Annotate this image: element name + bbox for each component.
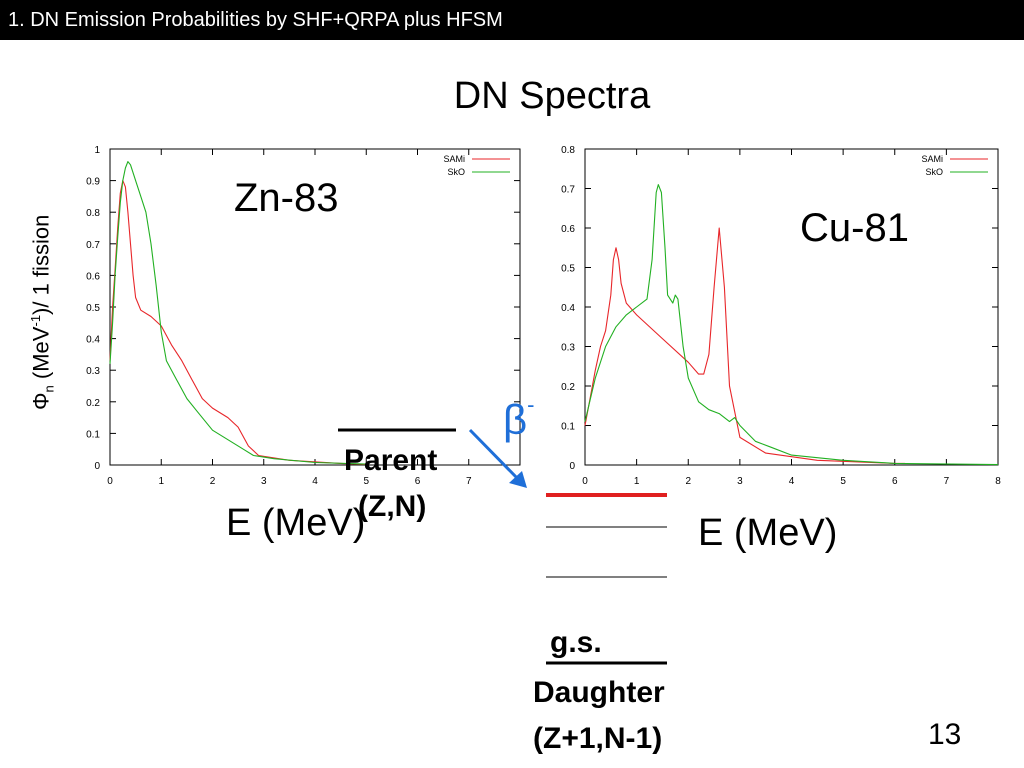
y-tick-label: 0.1 <box>561 421 575 433</box>
y-tick-label: 0 <box>569 461 575 472</box>
x-tick-label: 3 <box>260 476 267 487</box>
x-tick-label: 6 <box>891 476 898 487</box>
y-tick-label: 0.3 <box>86 366 100 378</box>
x-tick-label: 8 <box>995 476 1001 487</box>
y-tick-label: 0.5 <box>561 263 575 275</box>
x-tick-label: 7 <box>943 476 950 487</box>
x-tick-label: 5 <box>363 476 370 487</box>
y-tick-label: 0.5 <box>86 303 100 314</box>
parent-zn-label: (Z,N) <box>358 490 427 523</box>
legend-label: SAMi <box>921 154 943 164</box>
slide-heading: DN Spectra <box>453 75 651 117</box>
parent-label: Parent <box>344 444 438 477</box>
y-axis-label-mid: (MeV <box>28 326 54 386</box>
y-tick-label: 0.6 <box>86 271 100 283</box>
y-tick-label: 0.1 <box>86 429 100 441</box>
y-axis-label-sup: -1 <box>28 314 43 327</box>
y-tick-label: 0.3 <box>561 342 575 354</box>
y-tick-label: 0.9 <box>86 176 100 188</box>
plot-frame <box>585 149 998 465</box>
x-axis-label-right: E (MeV) <box>698 512 838 554</box>
y-tick-label: 0 <box>94 461 100 472</box>
y-axis-label-phi: Φ <box>28 392 54 410</box>
legend-label: SAMi <box>443 154 465 164</box>
y-tick-label: 0.2 <box>561 382 575 393</box>
y-axis-label-sub: n <box>41 385 57 393</box>
x-tick-label: 4 <box>312 476 318 487</box>
nucleus-label-cu81: Cu-81 <box>800 206 909 250</box>
beta-minus: - <box>527 392 535 417</box>
daughter-zn-label: (Z+1,N-1) <box>533 722 663 755</box>
y-tick-label: 0.4 <box>561 303 575 314</box>
page-number: 13 <box>928 718 962 751</box>
x-tick-label: 0 <box>107 476 113 487</box>
beta-decay-label <box>503 392 535 444</box>
x-tick-label: 6 <box>414 476 421 487</box>
x-tick-label: 3 <box>737 476 743 487</box>
y-tick-label: 0.8 <box>86 208 100 220</box>
y-tick-label: 0.6 <box>561 224 575 235</box>
x-axis-label-left: E (MeV) <box>226 502 366 544</box>
x-tick-label: 0 <box>582 476 588 487</box>
x-tick-label: 4 <box>788 476 795 487</box>
y-tick-label: 0.7 <box>86 239 100 251</box>
y-axis-label-end: )/ 1 fission <box>28 214 54 315</box>
series-line-sami <box>585 228 905 463</box>
nucleus-label-zn83: Zn-83 <box>234 176 339 220</box>
slide-title: 1. DN Emission Probabilities by SHF+QRPA plus HFSM <box>8 9 503 31</box>
legend-label: SkO <box>925 167 943 177</box>
y-tick-label: 0.2 <box>86 397 100 409</box>
chart-1 <box>561 145 1001 487</box>
series-line-sami <box>110 181 366 465</box>
x-tick-label: 5 <box>840 476 846 487</box>
x-tick-label: 7 <box>465 476 472 487</box>
x-tick-label: 1 <box>633 476 640 487</box>
x-tick-label: 2 <box>209 476 216 487</box>
x-tick-label: 1 <box>158 476 165 487</box>
legend-label: SkO <box>447 167 465 177</box>
ground-state-label: g.s. <box>550 626 602 659</box>
y-tick-label: 0.7 <box>561 184 575 196</box>
y-tick-label: 1 <box>94 145 100 156</box>
y-tick-label: 0.8 <box>561 145 575 156</box>
beta-symbol: β <box>503 396 528 443</box>
daughter-label: Daughter <box>533 676 665 709</box>
x-tick-label: 2 <box>685 476 692 487</box>
y-tick-label: 0.4 <box>86 334 100 346</box>
